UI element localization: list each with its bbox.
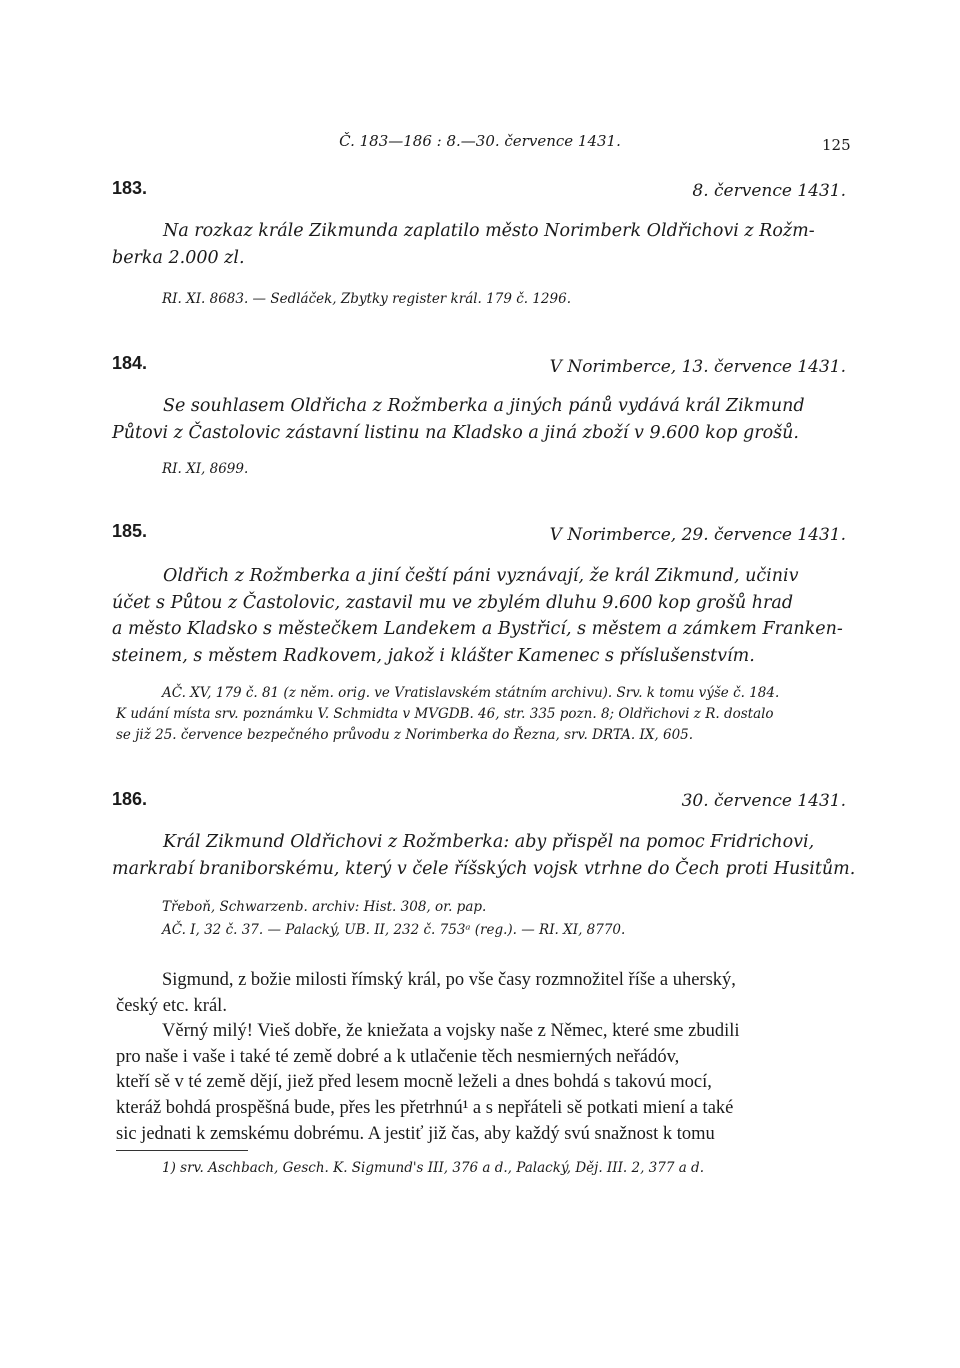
doc-185-number: 185. [112, 521, 148, 541]
text-line: kteří sě v té země dějí, jiež před lesem mocně leželi a dnes bohdá s takovú mocí, [116, 1072, 712, 1093]
regest-line: berka 2.000 zl. [112, 247, 245, 268]
doc-186-source [162, 897, 625, 941]
regest-line: a město Kladsko s městečkem Landekem a Bystřicí, s městem a zámkem Franken- [112, 619, 843, 640]
doc-183-regest [112, 218, 864, 271]
regest-line: Na rozkaz krále Zikmunda zaplatilo město Norimberk Oldřichovi z Rožm- [163, 221, 815, 241]
regest-line: účet s Půtou z Častolovic, zastavil mu ve zbylém dluhu 9.600 kop grošů hrad [112, 592, 794, 613]
text-line: Věrný milý! Vieš dobře, že kniežata a vojsky naše z Němec, které sme zbudili [162, 1021, 740, 1042]
doc-184-source: RI. XI, 8699. [162, 461, 249, 477]
running-head: Č. 183—186 : 8.—30. července 1431. [339, 132, 621, 150]
footnote: 1) srv. Aschbach, Gesch. K. Sigmund's III, 376 a d., Palacký, Děj. III. 2, 377 a d. [162, 1160, 704, 1176]
source-line: se již 25. července bezpečného průvodu z Norimberka do Řezna, srv. DRTA. IX, 605. [116, 727, 694, 743]
doc-186-number: 186. [112, 789, 148, 809]
doc-186-date: 30. července 1431. [681, 791, 846, 811]
regest-line: Oldřich z Rožmberka a jiní čeští páni vyznávají, že král Zikmund, učiniv [163, 566, 799, 586]
doc-183-source: RI. XI. 8683. — Sedláček, Zbytky register král. 179 č. 1296. [162, 291, 571, 307]
regest-line: Král Zikmund Oldřichovi z Rožmberka: aby přispěl na pomoc Fridrichovi, [163, 832, 815, 852]
footnote-rule [116, 1150, 248, 1151]
text-line: kteráž bohdá prospěšná bude, přes les přetrhnú¹ a s nepřáteli sě potkati miení a také [116, 1097, 734, 1118]
text-line: sic jednati k zemskému dobrému. A jestiť již čas, aby každý svú snažnost k tomu [116, 1123, 715, 1144]
source-line: AČ. I, 32 č. 37. — Palacký, UB. II, 232 č. 753ᵃ (reg.). — RI. XI, 8770. [162, 922, 626, 938]
doc-184-date: V Norimberce, 13. července 1431. [549, 357, 846, 377]
source-line: Třeboň, Schwarzenb. archiv: Hist. 308, or. pap. [162, 899, 487, 915]
regest-line: markrabí braniborskému, který v čele říšských vojsk vtrhne do Čech proti Husitům. [112, 858, 856, 879]
text-line: Sigmund, z božie milosti římský král, po vše časy rozmnožitel říše a uherský, [162, 970, 736, 990]
doc-185-date: V Norimberce, 29. července 1431. [549, 525, 846, 545]
doc-186-regest [112, 829, 864, 882]
doc-183-number: 183. [112, 178, 148, 198]
doc-185-source [116, 683, 779, 746]
page-number: 125 [822, 136, 851, 154]
text-line: český etc. král. [116, 995, 227, 1016]
doc-185-regest [112, 563, 864, 669]
doc-184-number: 184. [112, 353, 148, 373]
text-line: pro naše i vaše i také té země dobré a k utlačenie těch nesmierných neřádóv, [116, 1046, 680, 1067]
source-line: AČ. XV, 179 č. 81 (z něm. orig. ve Vratislavském státním archivu). Srv. k tomu výše č. 184. [162, 685, 780, 701]
regest-line: steinem, s městem Radkovem, jakož i klášter Kamenec s příslušenstvím. [112, 645, 755, 666]
regest-line: Se souhlasem Oldřicha z Rožmberka a jiných pánů vydává král Zikmund [163, 396, 805, 416]
regest-line: Půtovi z Častolovic zástavní listinu na Kladsko a jiná zboží v 9.600 kop grošů. [112, 422, 799, 443]
doc-183-date: 8. července 1431. [692, 181, 846, 201]
doc-186-text [116, 968, 868, 1147]
doc-184-regest [112, 393, 864, 446]
source-line: K udání místa srv. poznámku V. Schmidta v MVGDB. 46, str. 335 pozn. 8; Oldřichovi z R. dostalo [116, 706, 774, 722]
